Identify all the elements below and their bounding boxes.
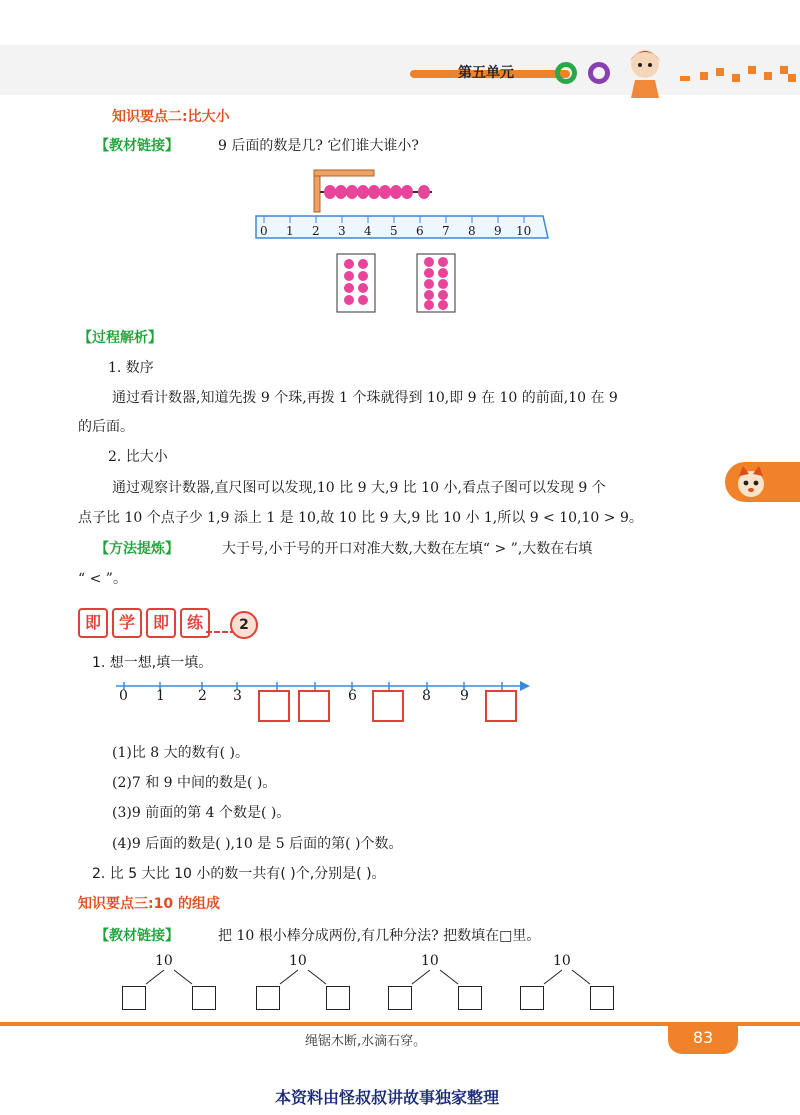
ruler-tick-4: 4 [364,224,372,238]
answer-box-10[interactable] [485,690,517,722]
question-1: 1. 想一想,填一填。 [92,655,213,671]
tree-4-left-box[interactable] [520,986,544,1010]
ruler-tick-1: 1 [286,224,294,238]
practice-number-badge: 2 [230,611,258,639]
banner-char: 即 [146,608,176,638]
numberline-label-3: 3 [233,688,242,704]
banner-char: 练 [180,608,210,638]
abacus [310,166,440,216]
practice-banner [78,608,210,638]
tree-2-left-box[interactable] [256,986,280,1010]
dot-card-10 [416,253,456,313]
section2-link-label: 【教材链接】 [95,138,179,154]
question-2: 2. 比 5 大比 10 小的数一共有( )个,分别是( )。 [92,866,386,882]
ruler-tick-8: 8 [468,224,476,238]
green-ring-icon [555,62,577,84]
numberline-label-8: 8 [422,688,431,704]
answer-box-4[interactable] [258,690,290,722]
ruler-tick-5: 5 [390,224,398,238]
analysis-p1-line2: 的后面。 [78,419,134,435]
ruler-tick-0: 0 [260,224,268,238]
banner-char: 学 [112,608,142,638]
ruler-tick-2: 2 [312,224,320,238]
method-line2: “ < ”。 [78,571,127,587]
analysis-p2-line1: 通过观察计数器,直尺图可以发现,10 比 9 大,9 比 10 小,看点子图可以发现 9 个 [112,480,606,496]
numberline-label-0: 0 [119,688,128,704]
purple-ring-icon [588,62,610,84]
section2-link-text: 9 后面的数是几? 它们谁大谁小? [218,138,419,154]
section2-title: 知识要点二:比大小 [112,109,230,125]
section3-title: 知识要点三:10 的组成 [78,896,220,912]
tree-top-1: 10 [155,953,173,969]
banner-char: 即 [78,608,108,638]
cartoon-girl-icon [615,40,675,100]
unit-title: 第五单元 [458,65,514,81]
tree-1-right-box[interactable] [192,986,216,1010]
tree-top-2: 10 [289,953,307,969]
numberline-label-1: 1 [156,688,165,704]
tree-4-right-box[interactable] [590,986,614,1010]
tree-2-right-box[interactable] [326,986,350,1010]
analysis-p1-line1: 通过看计数器,知道先拨 9 个珠,再拨 1 个珠就得到 10,即 9 在 10 的前面,10 在 9 [112,390,618,406]
method-line1: 大于号,小于号的开口对准大数,大数在左填“ > ”,大数在右填 [222,541,593,557]
footer-motto: 绳锯木断,水滴石穿。 [305,1034,427,1049]
question-1-2: (2)7 和 9 中间的数是( )。 [112,775,277,791]
ruler-tick-10: 10 [516,224,532,238]
ruler-tick-7: 7 [442,224,450,238]
footer-credit: 本资料由怪叔叔讲故事独家整理 [275,1088,500,1107]
ruler-tick-3: 3 [338,224,346,238]
ruler [255,214,550,240]
tree-top-4: 10 [553,953,571,969]
ruler-tick-6: 6 [416,224,424,238]
tree-1-left-box[interactable] [122,986,146,1010]
checker-decoration [680,60,800,90]
method-label: 【方法提炼】 [95,541,179,557]
numberline-label-2: 2 [198,688,207,704]
question-1-3: (3)9 前面的第 4 个数是( )。 [112,805,291,821]
answer-box-5[interactable] [298,690,330,722]
section3-link-label: 【教材链接】 [95,928,179,944]
question-1-1: (1)比 8 大的数有( )。 [112,745,250,761]
tree-top-3: 10 [421,953,439,969]
analysis-p2-title: 2. 比大小 [108,449,168,465]
tree-3-left-box[interactable] [388,986,412,1010]
dot-card-9 [336,253,376,313]
page-number: 83 [668,1022,738,1054]
analysis-label: 【过程解析】 [78,330,162,346]
answer-box-7[interactable] [372,690,404,722]
numberline-label-9: 9 [460,688,469,704]
analysis-p1-title: 1. 数序 [108,360,154,376]
tree-3-right-box[interactable] [458,986,482,1010]
analysis-p2-line2: 点子比 10 个点子少 1,9 添上 1 是 10,故 10 比 9 大,9 比 10 小 1,所以 9 < 10,10 > 9。 [78,510,643,526]
numberline-label-6: 6 [348,688,357,704]
fox-mascot-icon [733,464,769,500]
section3-link-text: 把 10 根小棒分成两份,有几种分法? 把数填在□里。 [218,928,541,944]
ruler-tick-9: 9 [494,224,502,238]
question-1-4: (4)9 后面的数是( ),10 是 5 后面的第( )个数。 [112,836,403,852]
